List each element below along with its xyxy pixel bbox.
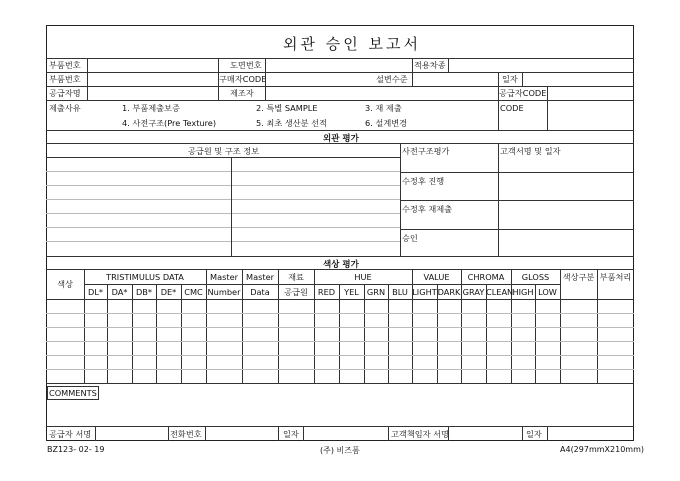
- rule: [46, 213, 400, 214]
- post-fix-progress-label: 수정후 진행: [402, 176, 445, 186]
- rule: [95, 426, 96, 441]
- master-data-header-top: Master: [246, 272, 274, 282]
- supplier-name-label: 공급자명: [49, 88, 81, 98]
- de-header: DE*: [160, 287, 177, 297]
- reason-4: 4. 사전구조(Pre Texture): [122, 118, 217, 128]
- sign-date-label-2: 일자: [526, 429, 542, 439]
- rule: [46, 58, 634, 59]
- value-header: VALUE: [423, 272, 450, 282]
- master-number-header-bottom: Number: [207, 287, 241, 297]
- clean-header: CLEAN: [486, 287, 514, 297]
- company-name: (주) 비즈폼: [320, 446, 360, 455]
- date-label: 일자: [502, 74, 518, 84]
- supplier-sign-label: 공급자 서명: [49, 429, 92, 439]
- rule: [547, 426, 548, 441]
- rule: [46, 355, 634, 356]
- rule: [87, 58, 88, 100]
- material-header-bottom: 공급원: [284, 287, 308, 297]
- cmc-header: CMC: [184, 287, 203, 297]
- rule: [522, 72, 523, 86]
- design-level-label: 설변수준: [376, 74, 408, 84]
- rule: [46, 383, 634, 384]
- rule: [46, 157, 400, 158]
- approval-label: 승인: [402, 233, 418, 243]
- rule: [400, 200, 634, 201]
- reason-3: 3. 재 제출: [365, 103, 402, 113]
- rule: [400, 229, 634, 230]
- rule: [46, 369, 634, 370]
- applied-model-label: 적용차종: [414, 60, 446, 70]
- rule: [498, 72, 499, 130]
- part-disposition-header: 부품처리: [599, 272, 632, 282]
- gloss-header: GLOSS: [521, 272, 550, 282]
- rule: [46, 426, 634, 427]
- page-title: 외관 승인 보고서: [283, 35, 421, 53]
- customer-sign-date-label: 고객서명 및 일자: [500, 146, 561, 156]
- pre-texture-eval-label: 사전구조평가: [402, 146, 450, 156]
- rule: [46, 72, 634, 73]
- supplier-info-label: 공급원 및 구조 정보: [188, 146, 260, 156]
- rule: [597, 269, 598, 383]
- hue-header: HUE: [354, 272, 372, 282]
- buyer-code-label: 구매자CODE: [219, 74, 267, 84]
- rule: [46, 341, 634, 342]
- rule: [412, 58, 413, 86]
- rule: [46, 227, 400, 228]
- rule: [448, 58, 449, 72]
- blu-header: BLU: [392, 287, 408, 297]
- rule: [303, 426, 304, 441]
- gray-header: GRAY: [462, 287, 485, 297]
- manufacturer-label: 제조자: [230, 88, 254, 98]
- chroma-header: CHROMA: [467, 272, 505, 282]
- dl-header: DL*: [88, 287, 103, 297]
- rule: [400, 172, 634, 173]
- light-header: LIGHT: [412, 287, 437, 297]
- rule: [522, 426, 523, 441]
- supplier-code-label: 공급자CODE: [499, 88, 547, 98]
- da-header: DA*: [111, 287, 128, 297]
- db-header: DB*: [135, 287, 152, 297]
- rule: [168, 426, 169, 441]
- rule: [46, 327, 634, 328]
- color-section-title: 색상 평가: [323, 260, 359, 270]
- sign-date-label: 일자: [283, 429, 299, 439]
- color-col-header: 색상: [57, 279, 73, 289]
- post-fix-resubmit-label: 수정후 재제출: [402, 204, 453, 214]
- part-no-label: 부품번호: [49, 60, 81, 70]
- rule: [46, 241, 400, 242]
- part-no-label-2: 부품번호: [49, 74, 81, 84]
- form-code: BZ123- 02- 19: [47, 445, 105, 454]
- grn-header: GRN: [366, 287, 386, 297]
- submit-reason-label: 제출사유: [49, 103, 81, 113]
- rule: [46, 185, 400, 186]
- drawing-no-label: 도면번호: [230, 60, 262, 70]
- rule: [46, 199, 400, 200]
- rule: [46, 299, 634, 300]
- red-header: RED: [317, 287, 336, 297]
- rule: [388, 426, 389, 441]
- reason-6: 6. 설계변경: [365, 118, 408, 128]
- customer-rep-sign-label: 고객책임자 서명: [391, 429, 449, 439]
- rule: [46, 100, 634, 101]
- yel-header: YEL: [344, 287, 359, 297]
- rule: [46, 130, 634, 131]
- rule: [46, 256, 634, 257]
- rule: [46, 143, 634, 144]
- high-header: HIGH: [512, 287, 534, 297]
- rule: [46, 86, 634, 87]
- rule: [46, 269, 634, 270]
- rule: [46, 171, 400, 172]
- rule: [498, 143, 499, 256]
- reason-1: 1. 부품제출보증: [122, 103, 180, 113]
- rule: [46, 313, 634, 314]
- low-header: LOW: [538, 287, 557, 297]
- reason-2: 2. 특별 SAMPLE: [256, 103, 318, 113]
- tristimulus-header: TRISTIMULUS DATA: [106, 272, 184, 282]
- rule: [278, 426, 279, 441]
- rule: [547, 86, 548, 130]
- code-label: CODE: [500, 103, 524, 113]
- dark-header: DARK: [437, 287, 461, 297]
- paper-size: A4(297mmX210mm): [560, 445, 644, 454]
- phone-label: 전화번호: [170, 429, 202, 439]
- appearance-section-title: 외관 평가: [323, 134, 359, 144]
- material-header-top: 재료: [288, 272, 304, 282]
- comments-label: COMMENTS: [49, 388, 97, 398]
- color-class-header: 색상구분: [562, 272, 595, 282]
- reason-5: 5. 최초 생산분 선적: [256, 118, 327, 128]
- rule: [231, 157, 232, 256]
- master-number-header-top: Master: [210, 272, 238, 282]
- master-data-header-bottom: Data: [250, 287, 270, 297]
- rule: [400, 143, 401, 256]
- rule: [560, 269, 561, 383]
- rule: [205, 426, 206, 441]
